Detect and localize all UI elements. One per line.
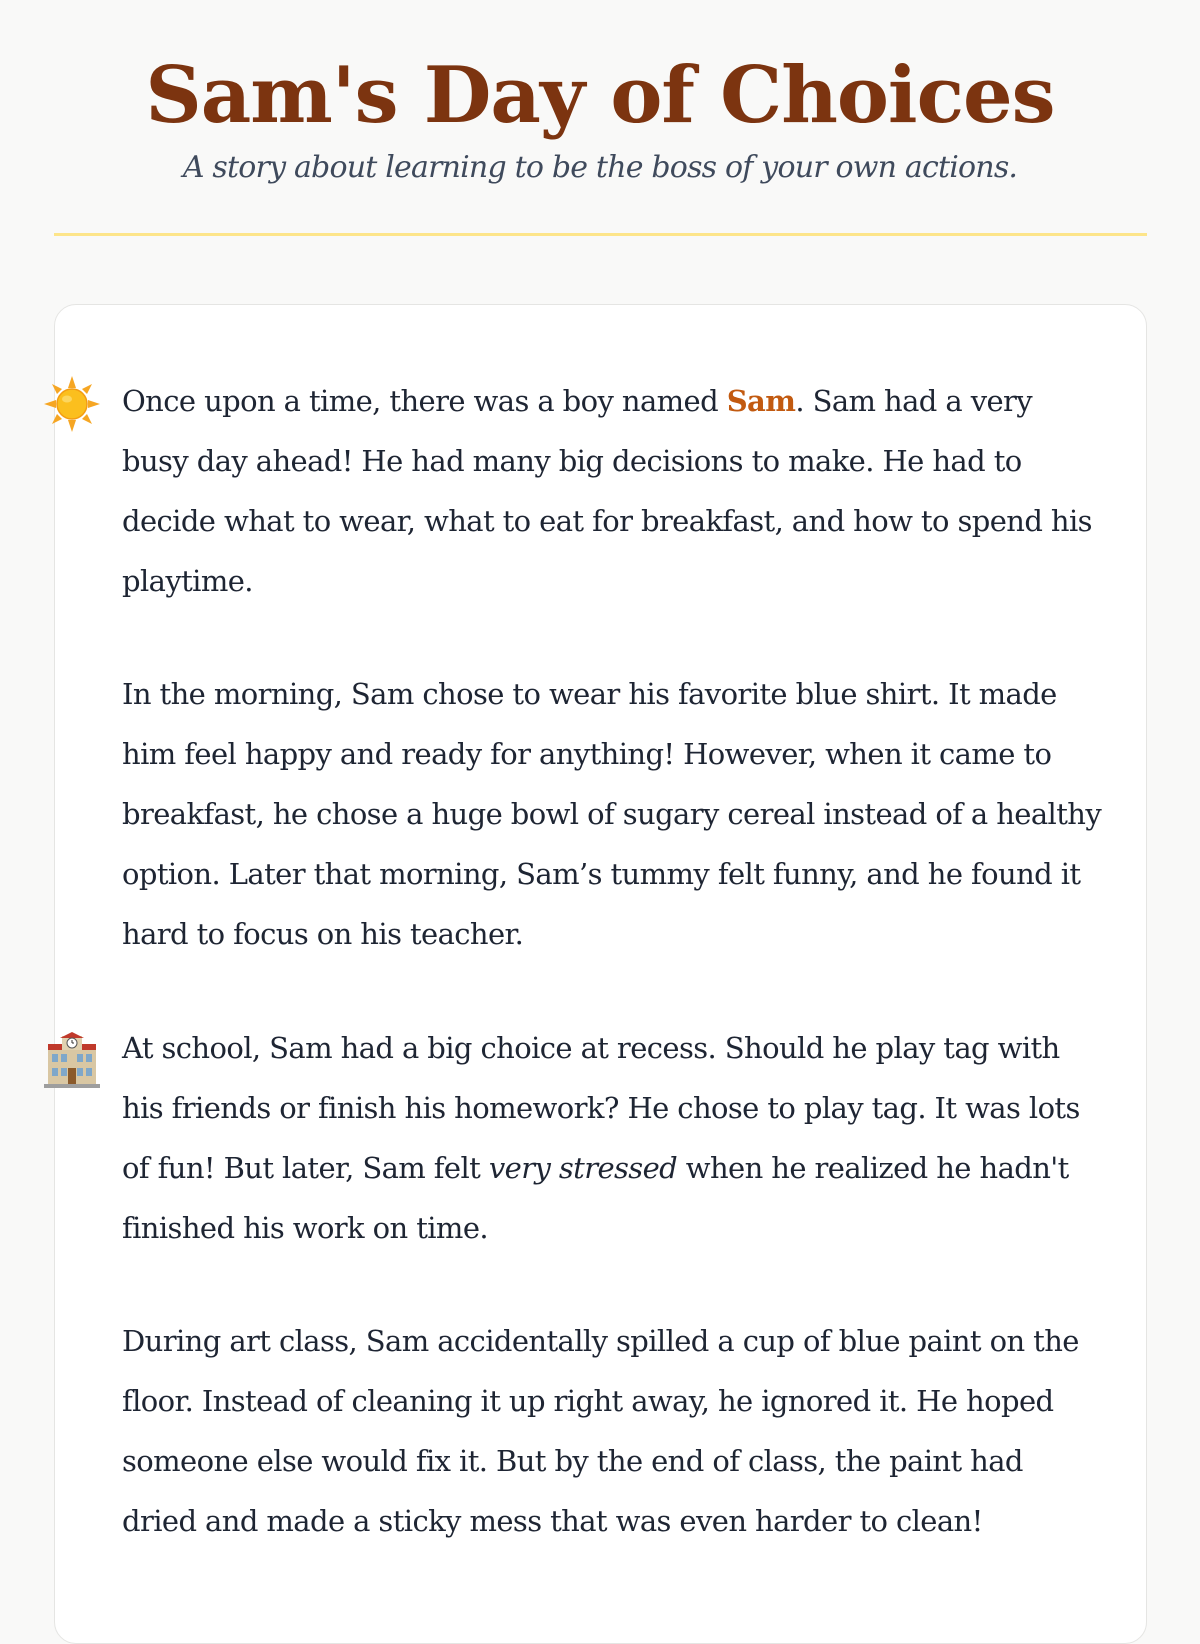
emphasis-text: very stressed	[488, 1151, 678, 1185]
story-paragraph-4: During art class, Sam accidentally spilled a cup of blue paint on the floor. Instead of cleaning it up right away, he ignored it. He hoped someone else would fix it. But by the end of class, the paint had dried and made a sticky mess that was even harder to clean!	[122, 1324, 1079, 1538]
sun-icon	[42, 374, 102, 434]
page-title: Sam's Day of Choices	[145, 50, 1055, 141]
page-subtitle: A story about learning to be the boss of your own actions.	[182, 150, 1018, 185]
story-paragraph-1	[122, 371, 1102, 611]
character-name-highlight: Sam	[726, 384, 796, 418]
paragraph-1-intro: Once upon a time, there was a boy named	[122, 384, 727, 418]
story-paragraph-2: In the morning, Sam chose to wear his favorite blue shirt. It made him feel happy and ready for anything! However, when it came to breakfast, he chose a huge bowl of sugary cereal instead of a healthy option. Later that morning, Sam’s tummy felt funny, and he found it hard to focus on his teacher.	[122, 677, 1102, 951]
paragraph-3-rest: when he realized he hadn't finished his work on time.	[122, 1151, 1069, 1245]
header-divider	[54, 233, 1147, 236]
school-icon	[42, 1032, 102, 1092]
story-paragraph-3	[122, 1018, 1102, 1258]
paragraph-1-rest: . Sam had a very busy day ahead! He had many big decisions to make. He had to decide what to wear, what to eat for breakfast, and how to spend his playtime.	[122, 384, 1092, 598]
paragraph-3-intro: At school, Sam had a big choice at recess. Should he play tag with his friends or finish his homework? He chose to play tag. It was lots of fun! But later, Sam felt	[122, 1031, 1080, 1185]
